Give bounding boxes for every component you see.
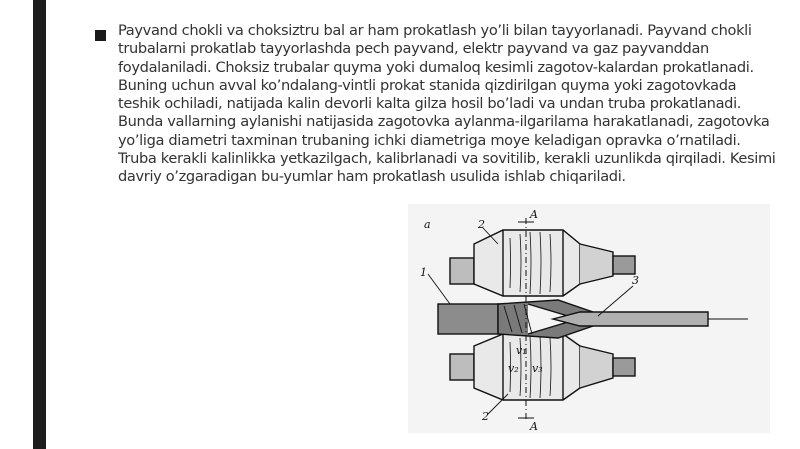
- section-label-top: A: [530, 208, 538, 221]
- velocity-v1: v₁: [516, 344, 527, 357]
- callout-2-top: 2: [478, 218, 485, 231]
- top-roll: [450, 230, 635, 296]
- body-paragraph: Payvand chokli va choksiztru bal ar ham prokatlash yo’li bilan tayyorlanadi. Payvand chokli trubalarni prokatlab tayyorlashda pech payvand, elektr payvand va gaz payvanddan foydalaniladi. Choksiz trubalar quyma yoki dumaloq kesimli zagotov-kalardan prokatlanadi. Buning uchun avval ko’ndalang-vintli prokat stanida qizdirilgan quyma yoki zagotovkada teshik ochiladi, natijada kalin devorli kalta gilza hosil bo’ladi va undan truba prokatlanadi. Bunda vallarning aylanishi natijasida zagotovka aylanma-ilgarilama harakatlanadi, zagotovka yo’liga diametri taxminan trubaning ichki diametriga moye keladigan opravka o’rnatiladi. Truba kerakli kalinlikka yetkazilgach, kalibrlanadi va sovitilib, kerakli uzunlikda qirqiladi. Kesimi davriy o’zgaradigan bu-yumlar ham prokatlash usulida ishlab chiqariladi.: [118, 22, 776, 186]
- velocity-v2: v₂: [508, 362, 519, 375]
- mandrel: [553, 312, 748, 326]
- bullet-square-icon: [95, 30, 106, 41]
- velocity-v3: v₃: [532, 362, 543, 375]
- text-region: [118, 22, 778, 208]
- figure-letter-label: a: [424, 218, 431, 231]
- rolling-mill-figure: [408, 204, 770, 433]
- callout-3: 3: [632, 274, 639, 287]
- rolling-mill-diagram: [408, 204, 770, 433]
- callout-2-bottom: 2: [482, 410, 489, 423]
- section-label-bottom: A: [530, 420, 538, 433]
- callout-1: 1: [420, 266, 427, 279]
- left-accent-bar: [33, 0, 46, 449]
